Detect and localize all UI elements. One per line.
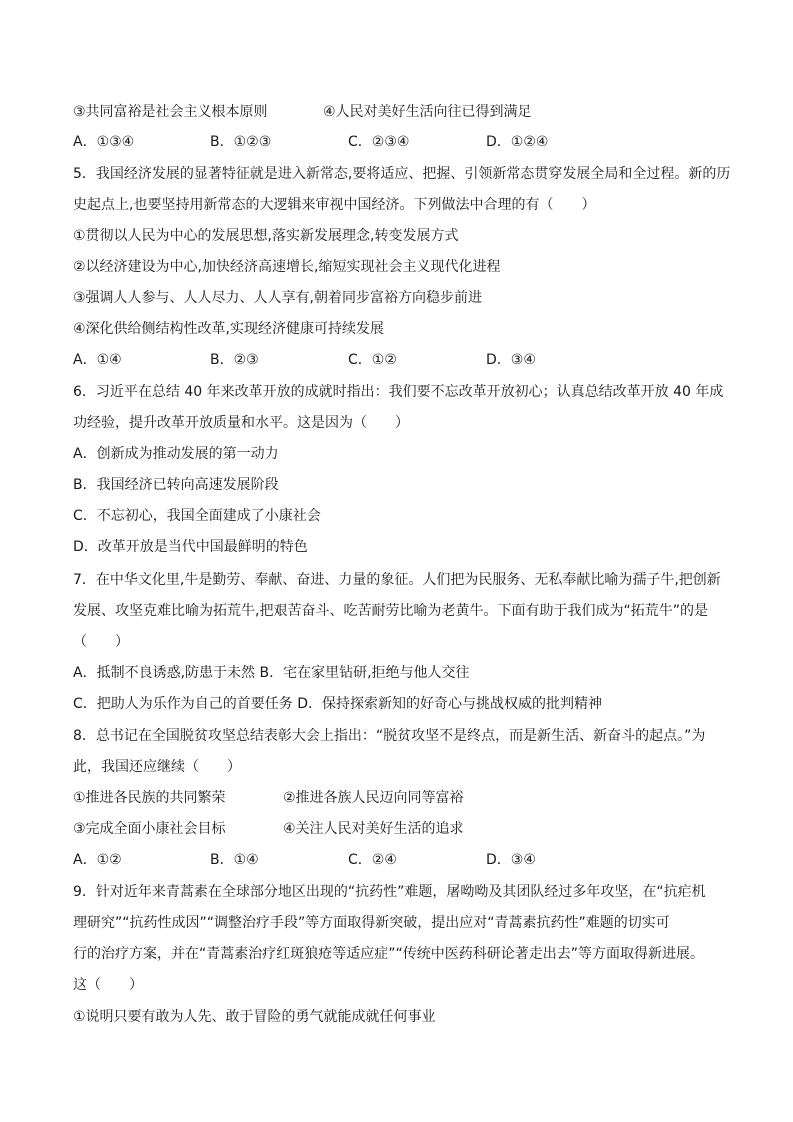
q5-option-a: A．①④ — [73, 352, 122, 368]
q9-statement-1: ①说明只要有敢为人先、敢于冒险的勇气就能成就任何事业 — [73, 1009, 436, 1025]
q8-stem-line2: 此，我国还应继续（ ） — [73, 759, 241, 775]
q4-statement-4: ④人民对美好生活向往已得到满足 — [323, 104, 532, 120]
q5-option-d: D．③④ — [486, 352, 536, 368]
q5-stem-line1: 5．我国经济发展的显著特征就是进入新常态,要将适应、把握、引领新常态贯穿发展全局和全过程。新的历 — [73, 166, 731, 182]
q9-stem-line2: 理研究”“抗药性成因”“调整治疗手段”等方面取得新突破，提出应对“青蒿素抗药性”难题的切实可 — [73, 915, 670, 931]
q7-options-cd: C．把助人为乐作为自己的首要任务 D．保持探索新知的好奇心与挑战权威的批判精神 — [73, 696, 603, 712]
q5-statement-2: ②以经济建设为中心,加快经济高速增长,缩短实现社会主义现代化进程 — [73, 259, 501, 275]
q5-option-b: B．②③ — [210, 352, 259, 368]
q8-statement-3: ③完成全面小康社会目标 — [73, 821, 226, 837]
q6-option-b: B．我国经济已转向高速发展阶段 — [73, 477, 279, 493]
q8-stem-line1: 8．总书记在全国脱贫攻坚总结表彰大会上指出：“脱贫攻坚不是终点，而是新生活、新奋斗的起点。”为 — [73, 728, 706, 744]
q4-statement-3: ③共同富裕是社会主义根本原则 — [73, 104, 268, 120]
q6-option-d: D．改革开放是当代中国最鲜明的特色 — [73, 539, 308, 555]
q6-option-c: C．不忘初心，我国全面建成了小康社会 — [73, 508, 321, 524]
q6-option-a: A．创新成为推动发展的第一动力 — [73, 446, 279, 462]
q4-option-c: C．②③④ — [348, 134, 410, 150]
q8-option-c: C．②④ — [348, 852, 397, 868]
q5-statement-4: ④深化供给侧结构性改革,实现经济健康可持续发展 — [73, 321, 384, 337]
q4-option-d: D．①②④ — [486, 134, 549, 150]
q5-stem-line2: 史起点上,也要坚持用新常态的大逻辑来审视中国经济。下列做法中合理的有（ ） — [73, 197, 596, 213]
q5-statement-1: ①贯彻以人民为中心的发展思想,落实新发展理念,转变发展方式 — [73, 228, 459, 244]
q5-option-c: C．①② — [348, 352, 397, 368]
q9-stem-line4: 这（ ） — [73, 977, 143, 993]
q8-option-d: D．③④ — [486, 852, 536, 868]
q9-stem-line3: 行的治疗方案，并在“青蒿素治疗红斑狼疮等适应症”“传统中医药科研论著走出去”等方面取得新进展。 — [73, 946, 705, 962]
q4-option-b: B．①②③ — [210, 134, 272, 150]
q7-options-ab: A．抵制不良诱惑,防患于未然 B．宅在家里钻研,拒绝与他人交往 — [73, 665, 470, 681]
q6-stem-line2: 功经验，提升改革开放质量和水平。这是因为（ ） — [73, 415, 409, 431]
q7-stem-line2: 发展、攻坚克难比喻为拓荒牛,把艰苦奋斗、吃苦耐劳比喻为老黄牛。下面有助于我们成为“拓荒牛”的是 — [73, 603, 708, 619]
q8-statement-4: ④关注人民对美好生活的追求 — [283, 821, 464, 837]
q4-option-a: A．①③④ — [73, 134, 135, 150]
q8-option-b: B．①④ — [210, 852, 259, 868]
q8-option-a: A．①② — [73, 852, 122, 868]
q6-stem-line1: 6．习近平在总结 40 年来改革开放的成就时指出：我们要不忘改革开放初心；认真总结改革开放 40 年成 — [73, 384, 724, 400]
q7-stem-line1: 7．在中华文化里,牛是勤劳、奉献、奋进、力量的象征。人们把为民服务、无私奉献比喻为孺子牛,把创新 — [73, 572, 721, 588]
q7-answer-bracket: （ ） — [73, 634, 129, 650]
q8-statement-1: ①推进各民族的共同繁荣 — [73, 790, 226, 806]
q5-statement-3: ③强调人人参与、人人尽力、人人享有,朝着同步富裕方向稳步前进 — [73, 290, 482, 306]
q8-statement-2: ②推进各族人民迈向同等富裕 — [283, 790, 464, 806]
q9-stem-line1: 9．针对近年来青蒿素在全球部分地区出现的“抗药性”难题，屠呦呦及其团队经过多年攻坚，在“抗疟机 — [73, 884, 706, 900]
